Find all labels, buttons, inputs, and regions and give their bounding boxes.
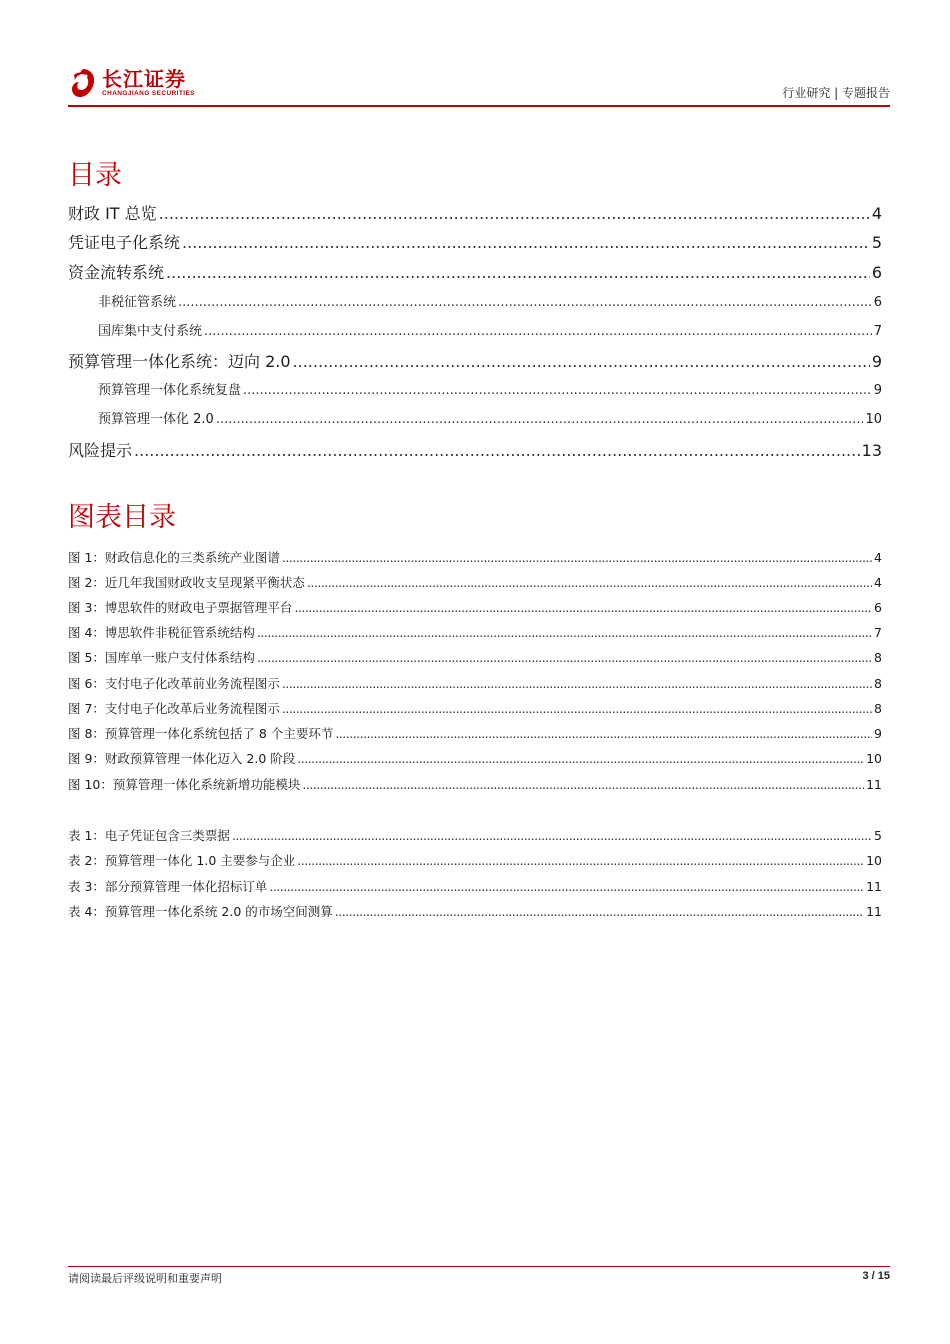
figure-page: 4 (874, 550, 882, 565)
dot-leader (257, 624, 872, 642)
figure-page: 9 (874, 726, 882, 741)
dot-leader (335, 903, 864, 921)
table-entry[interactable] (68, 827, 882, 845)
figure-label: 图 7：支付电子化改革后业务流程图示 (68, 701, 280, 716)
dot-leader (232, 827, 872, 845)
toc-entry-label: 财政 IT 总览 (68, 204, 157, 223)
figure-page: 8 (874, 701, 882, 716)
table-label: 表 1：电子凭证包含三类票据 (68, 828, 230, 843)
table-label: 表 2：预算管理一体化 1.0 主要参与企业 (68, 853, 296, 868)
figure-entry[interactable] (68, 725, 882, 743)
figure-label: 图 1：财政信息化的三类系统产业图谱 (68, 550, 280, 565)
toc-entry-label: 预算管理一体化系统：迈向 2.0 (68, 352, 291, 371)
figure-entry[interactable] (68, 574, 882, 592)
toc-entry[interactable] (68, 351, 882, 373)
toc-entry-page: 9 (873, 383, 882, 398)
company-logo (68, 62, 195, 104)
figure-entry[interactable] (68, 700, 882, 718)
dot-leader (257, 649, 872, 667)
figure-entry[interactable] (68, 549, 882, 567)
dot-leader (134, 440, 860, 462)
phoenix-logo-icon (68, 66, 98, 100)
figure-entry[interactable] (68, 624, 882, 642)
figure-label: 图 2：近几年我国财政收支呈现紧平衡状态 (68, 575, 305, 590)
dot-leader (182, 232, 870, 254)
figure-page: 4 (874, 575, 882, 590)
figure-page: 10 (866, 751, 882, 766)
figure-entry[interactable] (68, 649, 882, 667)
table-entry[interactable] (68, 878, 882, 896)
figure-page: 6 (874, 600, 882, 615)
logo-chinese-text: 长江证券 (102, 67, 186, 91)
dot-leader (178, 294, 872, 312)
dot-leader (302, 776, 864, 794)
figure-label: 图 4：博思软件非税征管系统结构 (68, 625, 255, 640)
dot-leader (293, 351, 870, 373)
table-entry[interactable] (68, 903, 882, 921)
dot-leader (297, 852, 864, 870)
figures-title: 图表目录 (68, 502, 176, 533)
table-page: 10 (866, 853, 882, 868)
dot-leader (297, 750, 864, 768)
dot-leader (282, 700, 872, 718)
toc-subentry[interactable] (98, 323, 882, 341)
figure-page: 8 (874, 676, 882, 691)
figure-entry[interactable] (68, 750, 882, 768)
table-page: 5 (874, 828, 882, 843)
toc-entry-page: 6 (871, 263, 882, 282)
dot-leader (294, 599, 872, 617)
dot-leader (216, 411, 864, 429)
figure-page: 11 (866, 777, 882, 792)
toc-entry-page: 13 (861, 441, 882, 460)
toc-title: 目录 (68, 160, 122, 191)
footer-divider (68, 1266, 890, 1267)
toc-entry[interactable] (68, 203, 882, 225)
toc-entry-label: 预算管理一体化系统复盘 (98, 383, 242, 398)
toc-entry-label: 资金流转系统 (68, 263, 165, 282)
toc-entry[interactable] (68, 440, 882, 462)
toc-entry-label: 风险提示 (68, 441, 133, 460)
figure-entry[interactable] (68, 675, 882, 693)
dot-leader (243, 382, 872, 400)
figure-entry[interactable] (68, 599, 882, 617)
header-divider (68, 105, 890, 107)
toc-entry[interactable] (68, 262, 882, 284)
figure-entry[interactable] (68, 776, 882, 794)
table-label: 表 3：部分预算管理一体化招标订单 (68, 879, 268, 894)
table-page: 11 (866, 904, 882, 919)
dot-leader (204, 323, 872, 341)
toc-entry-page: 5 (871, 233, 882, 252)
figure-label: 图 10：预算管理一体化系统新增功能模块 (68, 777, 301, 792)
footer-disclaimer: 请阅读最后评级说明和重要声明 (68, 1272, 222, 1285)
dot-leader (282, 549, 872, 567)
toc-entry-page: 10 (865, 412, 882, 427)
table-label: 表 4：预算管理一体化系统 2.0 的市场空间测算 (68, 904, 333, 919)
page-header (68, 62, 890, 106)
figure-label: 图 3：博思软件的财政电子票据管理平台 (68, 600, 293, 615)
table-page: 11 (866, 879, 882, 894)
toc-entry-page: 9 (871, 352, 882, 371)
figure-label: 图 5：国库单一账户支付体系结构 (68, 650, 255, 665)
dot-leader (307, 574, 872, 592)
toc-entry-label: 预算管理一体化 2.0 (98, 412, 214, 427)
dot-leader (166, 262, 870, 284)
toc-entry-page: 7 (873, 324, 882, 339)
toc-subentry[interactable] (98, 294, 882, 312)
dot-leader (335, 725, 872, 743)
toc-subentry[interactable] (98, 382, 882, 400)
logo-english-text: CHANGJIANG SECURITIES (102, 90, 195, 97)
toc-entry-label: 非税征管系统 (98, 295, 177, 310)
dot-leader (282, 675, 872, 693)
figure-label: 图 8：预算管理一体化系统包括了 8 个主要环节 (68, 726, 334, 741)
figure-page: 8 (874, 650, 882, 665)
figure-label: 图 6：支付电子化改革前业务流程图示 (68, 676, 280, 691)
toc-entry-page: 4 (871, 204, 882, 223)
report-type-label: 行业研究 | 专题报告 (782, 86, 890, 100)
toc-entry-label: 国库集中支付系统 (98, 324, 203, 339)
toc-subentry[interactable] (98, 411, 882, 429)
figure-label: 图 9：财政预算管理一体化迈入 2.0 阶段 (68, 751, 296, 766)
table-entry[interactable] (68, 852, 882, 870)
page-indicator: 3 / 15 (862, 1270, 890, 1282)
dot-leader (159, 203, 870, 225)
toc-entry-label: 凭证电子化系统 (68, 233, 181, 252)
toc-entry[interactable] (68, 232, 882, 254)
figure-page: 7 (874, 625, 882, 640)
dot-leader (269, 878, 864, 896)
toc-entry-page: 6 (873, 295, 882, 310)
